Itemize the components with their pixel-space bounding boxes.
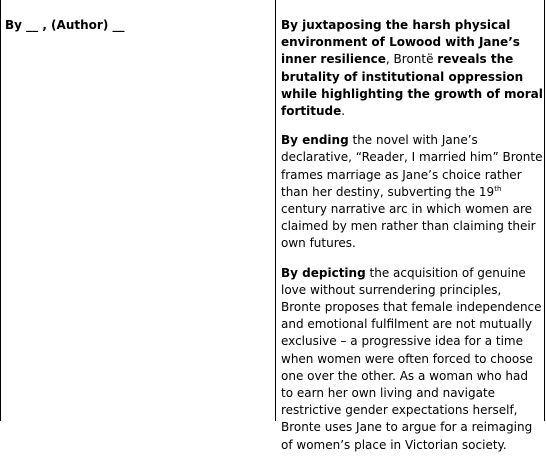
paragraph-depicting: By depicting the acquisition of genuine love without surrendering principles, Bronte proposes that female independence and emotional fulfilment are not mutually exclusive – a progressive idea for a time when women were often forced to choose one over the other. As a woman who had to earn her own living and navigate restrictive gender expectations herself, Bronte uses Jane to argue for a reimaging of women’s place in Victorian society. [281,265,542,452]
author-prompt-text: By __ , (Author) __ [5,18,125,32]
table-column-divider [275,0,276,421]
analysis-cell [281,17,543,466]
author-prompt-cell [5,17,124,33]
paragraph-ending: By ending the novel with Jane’s declarative, “Reader, I married him” Bronte frames marriage as Jane’s choice rather than her destiny, subverting the 19th century narrative arc in which women are claimed by men rather than claiming their own futures. [281,133,543,251]
paragraph-juxtaposing: By juxtaposing the harsh physical environment of Lowood with Jane’s inner resilience, Brontë reveals the brutality of institutional oppression while highlighting the growth of moral fortitude. [281,18,543,119]
